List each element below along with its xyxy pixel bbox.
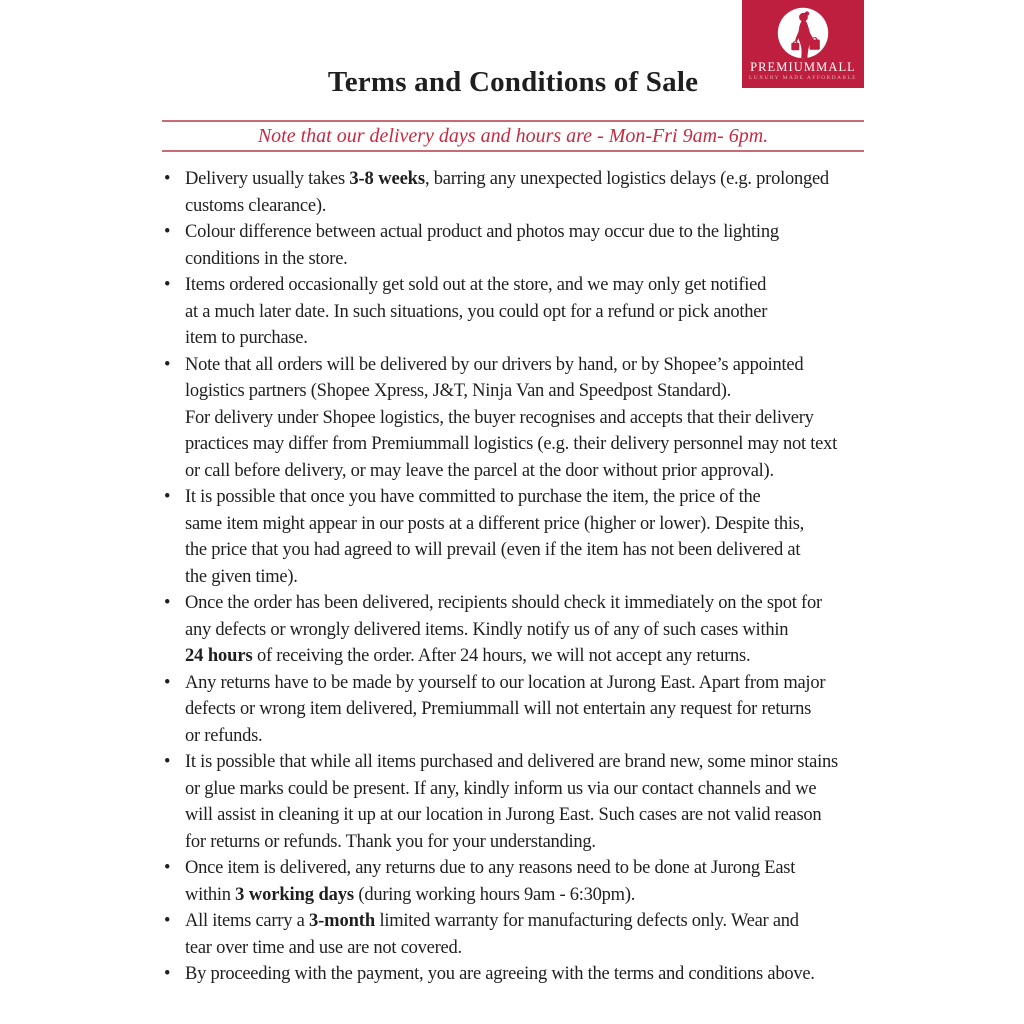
bottom-rule-divider — [162, 150, 864, 152]
term-line: • Once item is delivered, any returns due to any reasons need to be done at Jurong East — [185, 858, 796, 878]
term-item — [162, 670, 864, 750]
term-line: defects or wrong item delivered, Premiummall will not entertain any request for returns — [185, 699, 812, 719]
logo-tagline: LUXURY MADE AFFORDABLE — [749, 75, 857, 81]
term-line: • It is possible that once you have committed to purchase the item, the price of the — [185, 487, 761, 507]
terms-list — [162, 166, 864, 988]
term-line: • Colour difference between actual product and photos may occur due to the lighting — [185, 222, 779, 242]
term-line: • Any returns have to be made by yourself to our location at Jurong East. Apart from major — [185, 672, 826, 693]
page-title: Terms and Conditions of Sale — [327, 66, 699, 98]
term-line: will assist in cleaning it up at our location in Jurong East. Such cases are not valid reason — [185, 805, 822, 825]
content-area — [162, 0, 864, 988]
term-line: For delivery under Shopee logistics, the buyer recognises and accepts that their delivery — [185, 407, 814, 428]
term-item — [162, 961, 864, 988]
term-line: customs clearance). — [185, 195, 327, 216]
term-line: within 3 working days (during working hours 9am - 6:30pm). — [185, 884, 636, 905]
term-item — [162, 166, 864, 219]
term-line: tear over time and use are not covered. — [185, 937, 462, 958]
term-line: 24 hours of receiving the order. After 24 hours, we will not accept any returns. — [185, 646, 751, 666]
term-line: any defects or wrongly delivered items. Kindly notify us of any of such cases within — [185, 619, 789, 640]
term-line: • All items carry a 3-month limited warranty for manufacturing defects only. Wear and — [185, 911, 799, 931]
term-line: or glue marks could be present. If any, kindly inform us via our contact channels and we — [185, 778, 817, 799]
term-item — [162, 590, 864, 670]
term-line: same item might appear in our posts at a different price (higher or lower). Despite this, — [185, 513, 805, 534]
delivery-note-band — [162, 120, 864, 152]
term-line: • Items ordered occasionally get sold out at the store, and we may only get notified — [185, 275, 767, 295]
logo-wordmark: PREMIUMMALL — [750, 60, 856, 74]
term-item — [162, 352, 864, 485]
term-item — [162, 272, 864, 352]
premiummall-logo — [742, 0, 864, 88]
term-item — [162, 484, 864, 590]
term-line: item to purchase. — [185, 328, 308, 348]
term-item — [162, 908, 864, 961]
term-line: • Note that all orders will be delivered by our drivers by hand, or by Shopee’s appointed — [185, 354, 804, 375]
term-line: • Delivery usually takes 3-8 weeks, barring any unexpected logistics delays (e.g. prolonged — [185, 169, 829, 189]
term-line: or refunds. — [185, 725, 263, 746]
term-line: conditions in the store. — [185, 248, 348, 269]
term-line: • By proceeding with the payment, you are agreeing with the terms and conditions above. — [185, 964, 815, 984]
term-line: the price that you had agreed to will prevail (even if the item has not been delivered at — [185, 540, 801, 560]
term-line: practices may differ from Premiummall logistics (e.g. their delivery personnel may not text — [185, 434, 837, 454]
term-line: for returns or refunds. Thank you for your understanding. — [185, 831, 596, 852]
term-line: logistics partners (Shopee Xpress, J&T, Ninja Van and Speedpost Standard). — [185, 381, 731, 401]
term-item — [162, 219, 864, 272]
term-line: or call before delivery, or may leave the parcel at the door without prior approval). — [185, 460, 774, 481]
term-line: at a much later date. In such situations, you could opt for a refund or pick another — [185, 301, 768, 322]
term-line: • It is possible that while all items purchased and delivered are brand new, some minor stains — [185, 752, 838, 772]
term-line: the given time). — [185, 566, 298, 587]
term-item — [162, 749, 864, 855]
delivery-note-text: Note that our delivery days and hours are - Mon-Fri 9am- 6pm. — [257, 125, 769, 147]
woman-shopper-silhouette-icon — [775, 5, 831, 61]
term-item — [162, 855, 864, 908]
term-line: • Once the order has been delivered, recipients should check it immediately on the spot for — [185, 593, 822, 613]
